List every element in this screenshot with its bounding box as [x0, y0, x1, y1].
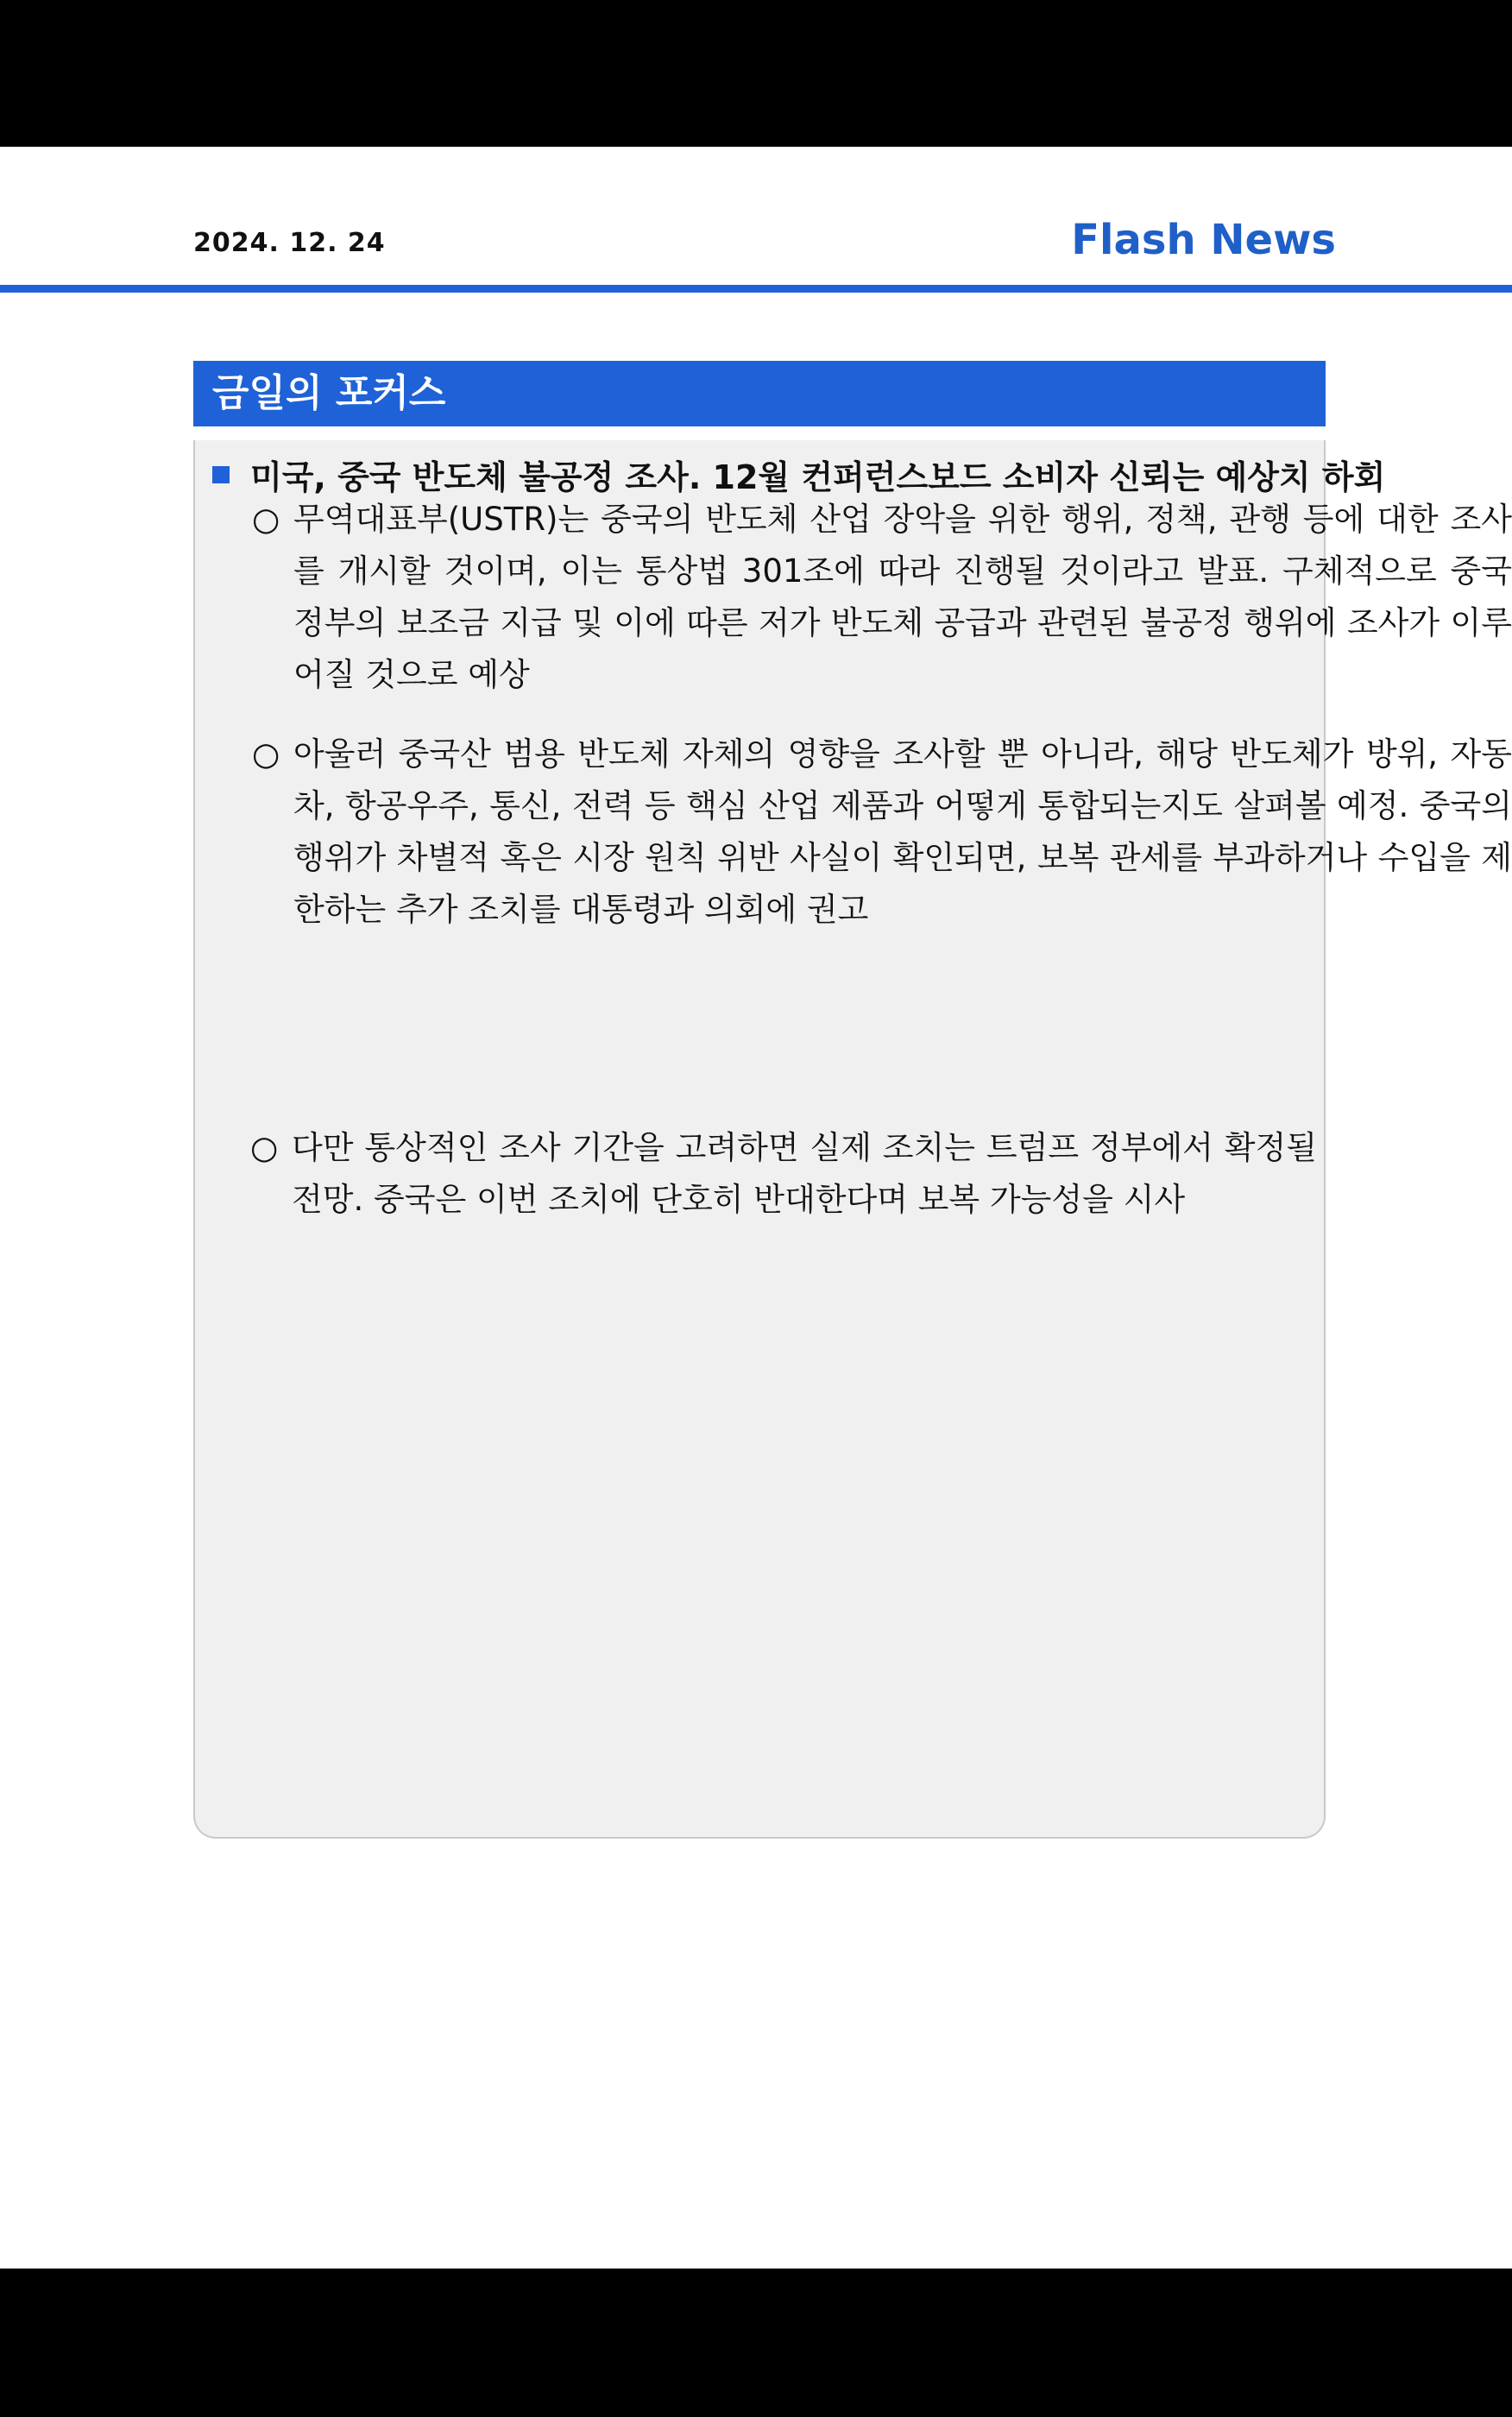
circle-bullet-icon: ○ [252, 735, 280, 773]
document-page [0, 147, 1512, 2269]
square-bullet-icon [212, 466, 230, 483]
report-date: 2024. 12. 24 [193, 228, 386, 258]
section-title-focus: 금일의 포커스 [193, 361, 1326, 426]
focus-bullet-2 [252, 729, 1512, 936]
focus-heading-text: 미국, 중국 반도체 불공정 조사. 12월 컨퍼런스보드 소비자 신뢰는 예상치 하회 [250, 458, 1386, 496]
focus-bullet-1 [252, 494, 1512, 701]
bullet-text: 아울러 중국산 범용 반도체 자체의 영향을 조사할 뿐 아니라, 해당 반도체가 방위, 자동차, 항공우주, 통신, 전력 등 핵심 산업 제품과 어떻게 통합되는지도 살펴볼 예정. 중국의 행위가 차별적 혹은 시장 원칙 위반 사실이 확인되면, 보복 관세를 부과하거나 수입을 제한하는 추가 조치를 대통령과 의회에 권고 [293, 735, 1512, 928]
circle-bullet-icon: ○ [250, 1129, 279, 1166]
focus-bullet-3 [250, 1122, 1317, 1226]
circle-bullet-icon: ○ [252, 501, 280, 538]
bullet-text: 무역대표부(USTR)는 중국의 반도체 산업 장악을 위한 행위, 정책, 관행 등에 대한 조사를 개시할 것이며, 이는 통상법 301조에 따라 진행될 것이라고 발표. 구체적으로 중국 정부의 보조금 지급 및 이에 따른 저가 반도체 공급과 관련된 불공정 행위에 조사가 이루어질 것으로 예상 [293, 501, 1512, 693]
focus-heading [212, 451, 1385, 498]
header-divider [0, 285, 1512, 293]
report-title: Flash News [1071, 216, 1336, 264]
bullet-text: 다만 통상적인 조사 기간을 고려하면 실제 조치는 트럼프 정부에서 확정될 전망. 중국은 이번 조치에 단호히 반대한다며 보복 가능성을 시사 [292, 1129, 1317, 1218]
